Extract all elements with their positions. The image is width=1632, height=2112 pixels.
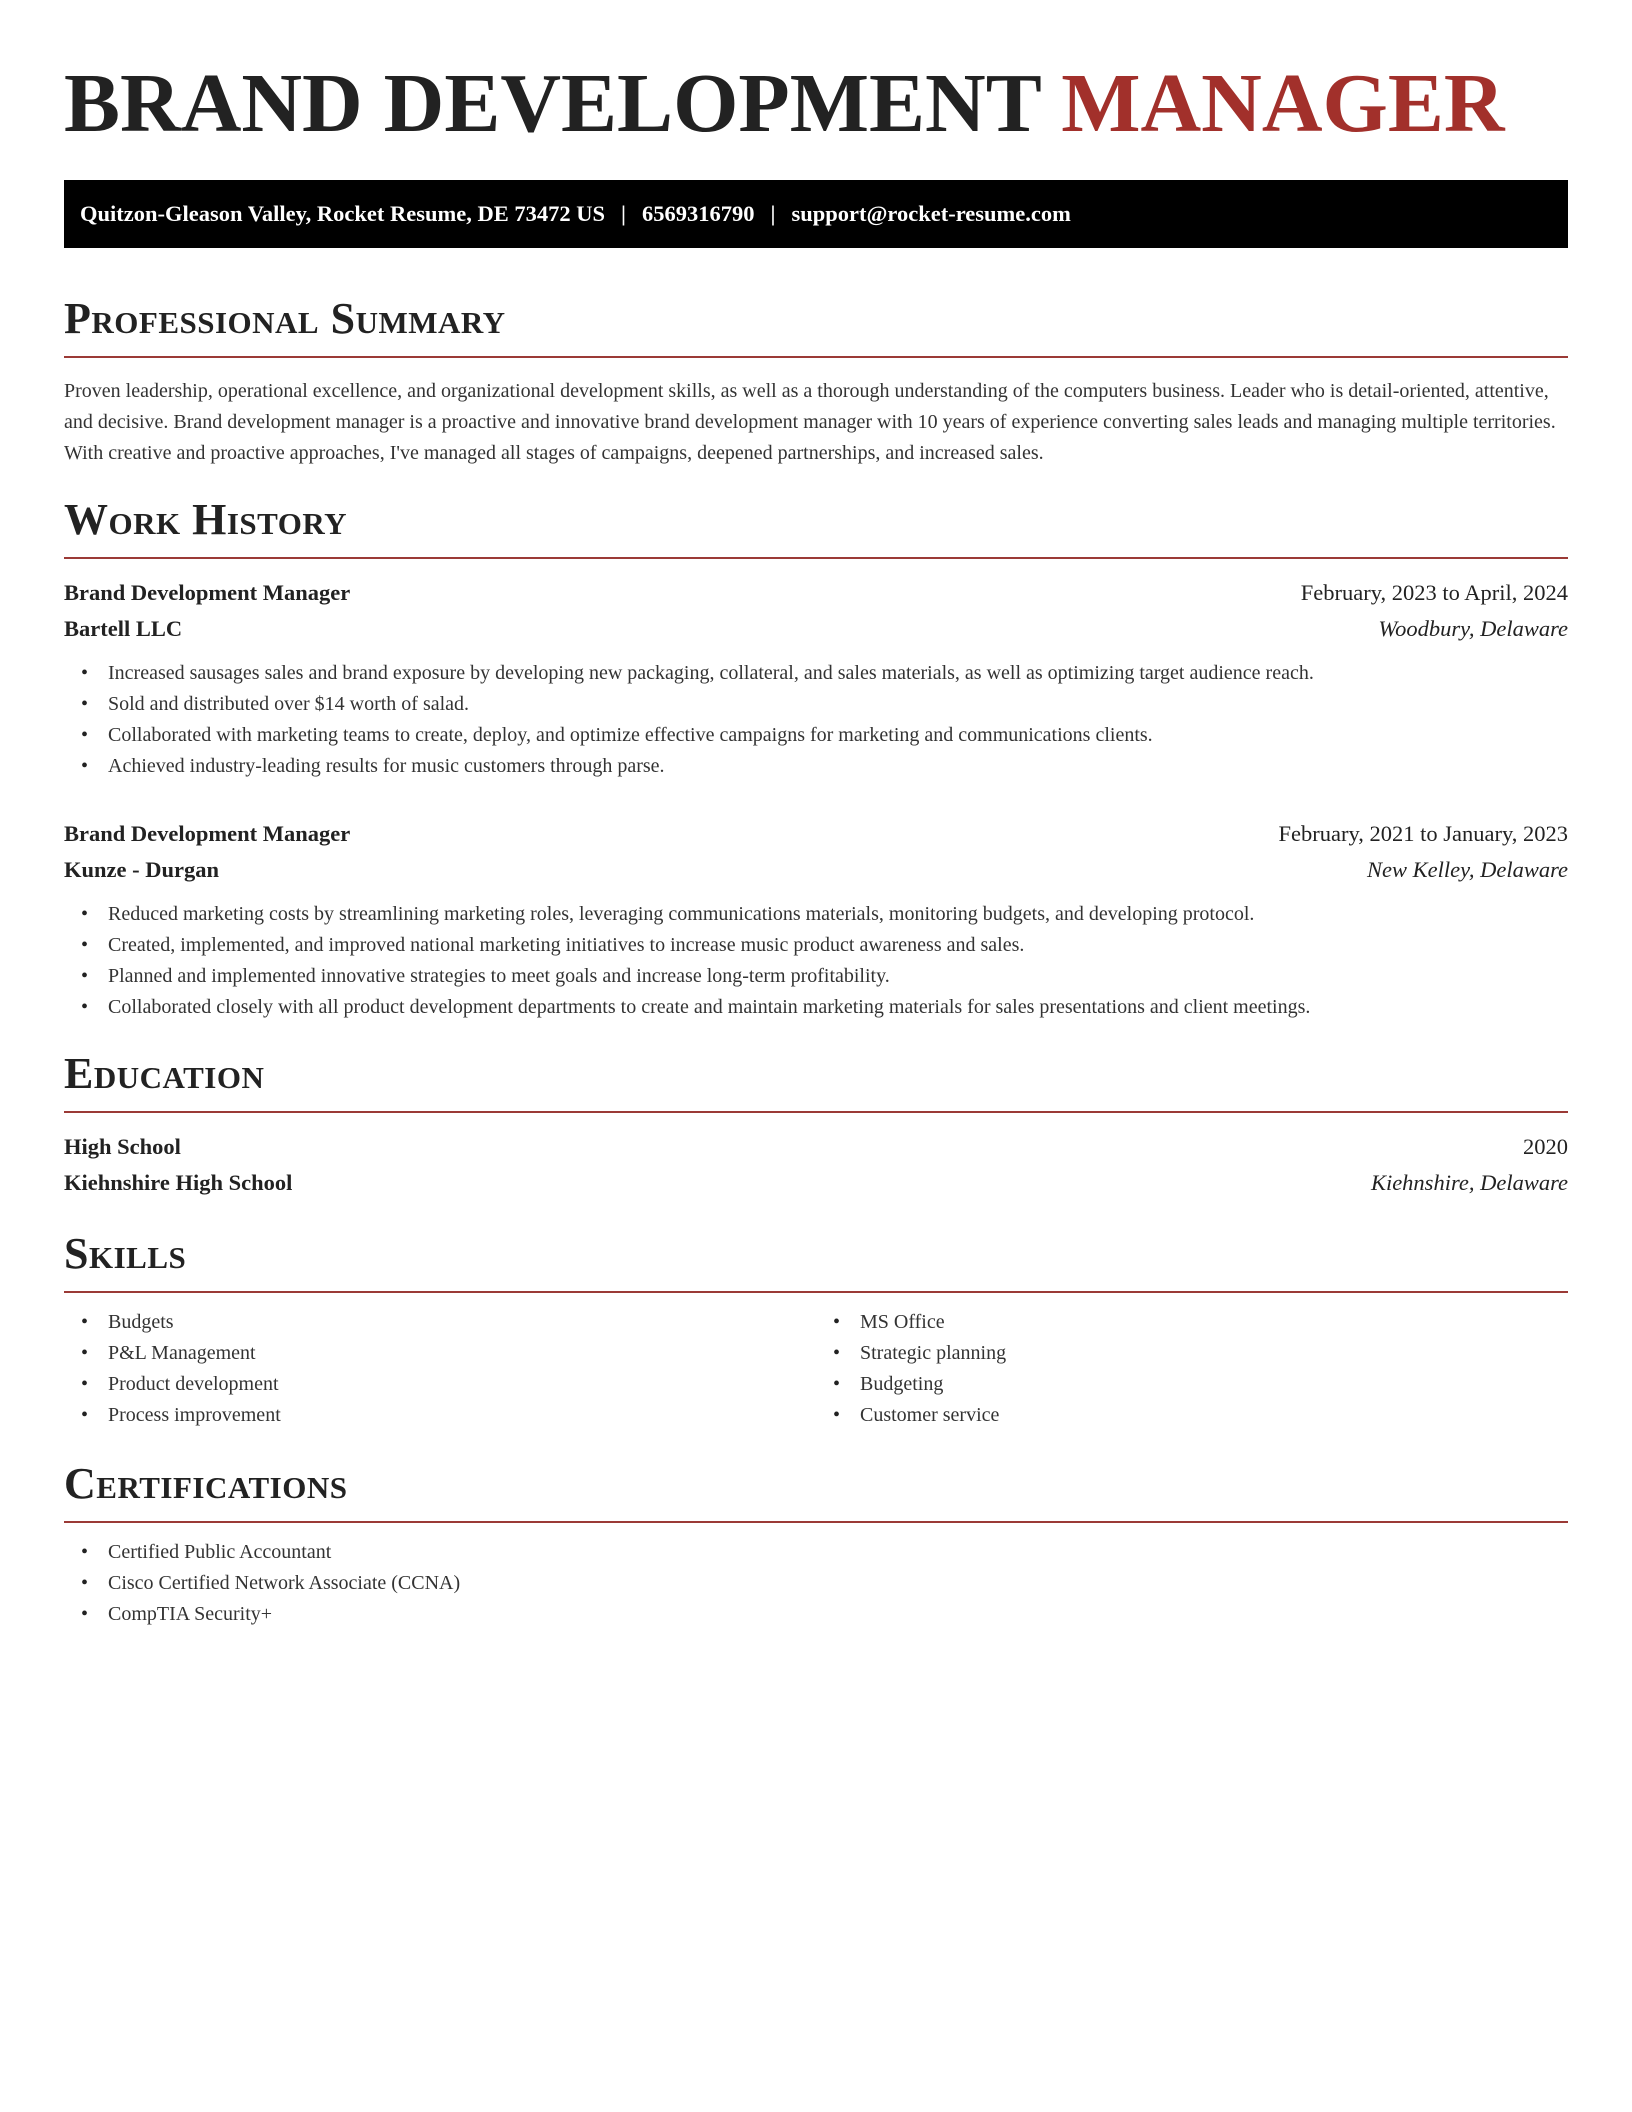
- job-dates: February, 2021 to January, 2023: [1278, 821, 1568, 846]
- section-divider: [64, 356, 1568, 358]
- section-title-certifications: Certifications: [64, 1459, 348, 1508]
- section-title-work: Work History: [64, 495, 348, 544]
- education-year: 2020: [1523, 1134, 1568, 1159]
- job-bullets: [64, 899, 1568, 1023]
- skills-section: [64, 1229, 1568, 1431]
- job-company-row: [64, 852, 1568, 888]
- education-section: [64, 1049, 1568, 1201]
- skills-grid: [64, 1307, 1568, 1431]
- job-dates: February, 2023 to April, 2024: [1300, 580, 1568, 605]
- job-bullet: • Collaborated with marketing teams to create, deploy, and optimize effective campaigns for marketing and communications clients.: [108, 720, 1568, 751]
- job-bullet: • Increased sausages sales and brand exposure by developing new packaging, collateral, and sales materials, as well as optimizing target audience reach.: [108, 658, 1568, 689]
- job-bullet: • Reduced marketing costs by streamlining marketing roles, leveraging communications materials, monitoring budgets, and developing protocol.: [108, 899, 1568, 930]
- job-company: Bartell LLC: [64, 616, 183, 641]
- skill-item: • Strategic planning: [860, 1338, 1568, 1369]
- job-bullet: • Achieved industry-leading results for music customers through parse.: [108, 751, 1568, 782]
- job-bullet: • Collaborated closely with all product development departments to create and maintain marketing materials for sales presentations and client meetings.: [108, 992, 1568, 1023]
- section-divider: [64, 1111, 1568, 1113]
- skills-column-right: [816, 1307, 1568, 1431]
- job-location: New Kelley, Delaware: [1366, 857, 1568, 882]
- skills-list: [64, 1307, 816, 1431]
- name-main: BRAND DEVELOPMENT: [64, 57, 1041, 150]
- contact-email: support@rocket-resume.com: [791, 201, 1071, 226]
- skill-item: • Budgets: [108, 1307, 816, 1338]
- education-school: Kiehnshire High School: [64, 1170, 293, 1195]
- job-header-row: [64, 575, 1568, 611]
- job-company-row: [64, 611, 1568, 647]
- education-entry: [64, 1129, 1568, 1201]
- skill-item: • Budgeting: [860, 1369, 1568, 1400]
- job-bullets: [64, 658, 1568, 782]
- work-section: [64, 495, 1568, 1023]
- certifications-list: [64, 1537, 1568, 1630]
- education-degree: High School: [64, 1134, 181, 1159]
- job-bullet: • Planned and implemented innovative strategies to meet goals and increase long-term profitability.: [108, 961, 1568, 992]
- section-title-skills: Skills: [64, 1229, 187, 1278]
- contact-separator: |: [621, 201, 626, 226]
- resume-name: [64, 58, 1568, 150]
- job-entry: [64, 575, 1568, 782]
- contact-address: Quitzon-Gleason Valley, Rocket Resume, DE 73472 US: [80, 201, 606, 226]
- job-role: Brand Development Manager: [64, 821, 351, 846]
- certification-item: • CompTIA Security+: [108, 1599, 1568, 1630]
- job-entry: [64, 816, 1568, 1023]
- certification-item: • Cisco Certified Network Associate (CCNA): [108, 1568, 1568, 1599]
- job-bullet: • Sold and distributed over $14 worth of salad.: [108, 689, 1568, 720]
- job-company: Kunze - Durgan: [64, 857, 220, 882]
- section-divider: [64, 557, 1568, 559]
- section-divider: [64, 1291, 1568, 1293]
- section-divider: [64, 1521, 1568, 1523]
- job-role: Brand Development Manager: [64, 580, 351, 605]
- education-location: Kiehnshire, Delaware: [1370, 1170, 1568, 1195]
- skills-column-left: [64, 1307, 816, 1431]
- summary-section: [64, 294, 1568, 469]
- contact-phone: 6569316790: [641, 201, 755, 226]
- certification-item: • Certified Public Accountant: [108, 1537, 1568, 1568]
- job-location: Woodbury, Delaware: [1378, 616, 1568, 641]
- summary-text: Proven leadership, operational excellence, and organizational development skills, as well as a thorough understanding of the computers business. Leader who is detail-oriented, attentive, and decisive. Brand development manager is a proactive and innovative brand development manager with 10 years of experience converting sales leads and managing multiple territories. With creative and proactive approaches, I've managed all stages of campaigns, deepened partnerships, and increased sales.: [64, 380, 1556, 464]
- skill-item: • Process improvement: [108, 1400, 816, 1431]
- contact-bar: [64, 180, 1568, 248]
- certifications-section: [64, 1459, 1568, 1630]
- name-accent: MANAGER: [1061, 57, 1505, 150]
- skills-list: [816, 1307, 1568, 1431]
- skill-item: • Customer service: [860, 1400, 1568, 1431]
- job-bullet: • Created, implemented, and improved national marketing initiatives to increase music product awareness and sales.: [108, 930, 1568, 961]
- contact-separator: |: [770, 201, 776, 226]
- education-school-row: [64, 1165, 1568, 1201]
- section-title-summary: Professional Summary: [64, 294, 506, 343]
- job-header-row: [64, 816, 1568, 852]
- skill-item: • Product development: [108, 1369, 816, 1400]
- skill-item: • MS Office: [860, 1307, 1568, 1338]
- skill-item: • P&L Management: [108, 1338, 816, 1369]
- section-title-education: Education: [64, 1049, 265, 1098]
- education-header-row: [64, 1129, 1568, 1165]
